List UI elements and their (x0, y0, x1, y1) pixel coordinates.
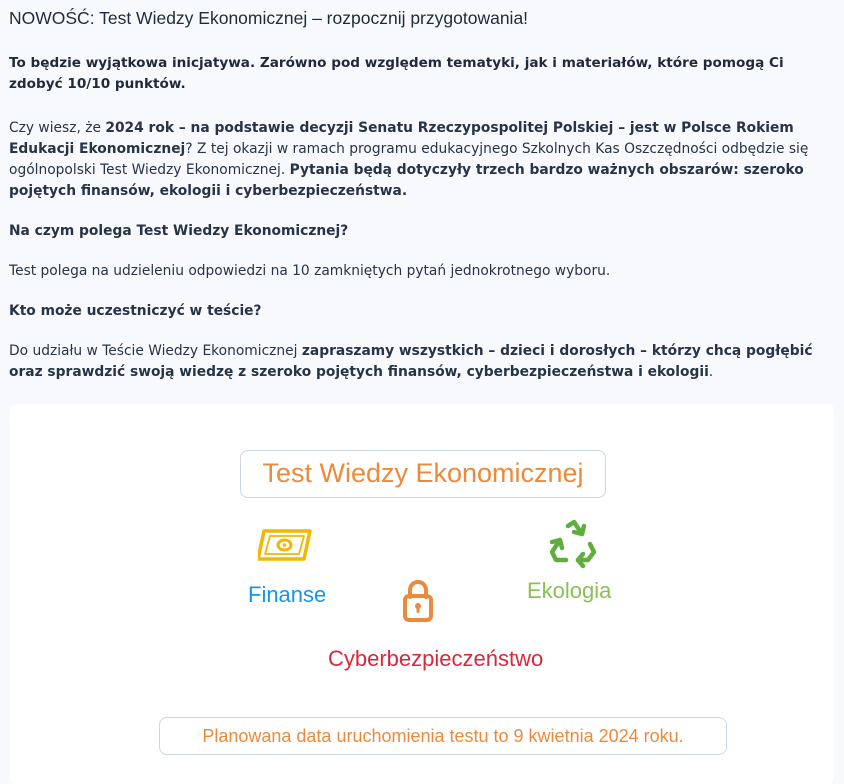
ecology-label: Ekologia (527, 578, 612, 603)
launch-date-box: Planowana data uruchomienia testu to 9 kwietnia 2024 roku. (159, 717, 727, 755)
who-text-1: Do udziału w Teście Wiedzy Ekonomicznej (9, 343, 302, 359)
intro-bold-2: Pytania będą dotyczyły trzech bardzo ważnych obszarów: szeroko pojętych finansów, ekologii i cyberbezpieczeństwa. (9, 162, 804, 199)
paragraph-intro (9, 118, 835, 202)
question-who-can-join: Kto może uczestniczyć w teście? (9, 303, 262, 319)
question-what-is-test: Na czym polega Test Wiedzy Ekonomicznej? (9, 223, 349, 239)
padlock-icon (403, 579, 433, 623)
intro-text-1: Czy wiesz, że (9, 120, 106, 136)
intro-text-2: ? Z tej okazji w ramach programu edukacyjnego Szkolnych Kas Oszczędności odbędzie się ogólnopolski Test Wiedzy Ekonomicznej. (9, 141, 809, 178)
who-text-2: . (708, 364, 714, 380)
intro-bold-1: 2024 rok – na podstawie decyzji Senatu Rzeczypospolitej Polskiej – jest w Polsce Rokiem Edukacji Ekonomicznej (9, 120, 794, 157)
answer-what-is-test: Test polega na udzieleniu odpowiedzi na 10 zamkniętych pytań jednokrotnego wyboru. (9, 263, 611, 279)
infographic-card (10, 404, 834, 784)
who-bold-1: zapraszamy wszystkich – dzieci i dorosłych – którzy chcą pogłębić oraz sprawdzić swoją wiedzę z szeroko pojętych finansów, cyberbezpieczeństwa i ekologii (9, 343, 813, 380)
cybersecurity-label: Cyberbezpieczeństwo (328, 646, 544, 671)
recycle-icon (548, 518, 600, 570)
article-lead: To będzie wyjątkowa inicjatywa. Zarówno pod względem tematyki, jak i materiałów, które pomogą Ci zdobyć 10/10 punktów. (9, 55, 784, 92)
article-title: NOWOŚĆ: Test Wiedzy Ekonomicznej – rozpocznij przygotowania! (9, 8, 529, 28)
infographic-title: Test Wiedzy Ekonomicznej (240, 450, 606, 498)
answer-who-can-join (9, 341, 835, 383)
banknote-icon (258, 528, 312, 562)
finance-label: Finanse (248, 582, 327, 607)
article (9, 8, 835, 380)
